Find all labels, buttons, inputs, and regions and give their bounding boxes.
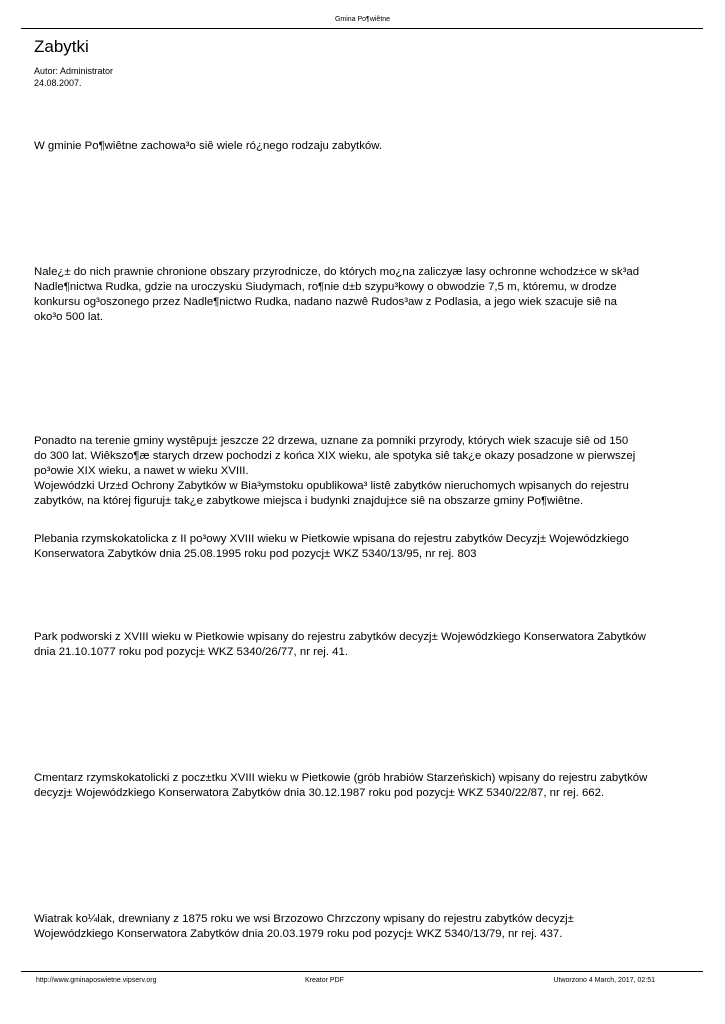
paragraph-intro: W gminie Po¶wiêtne zachowa³o siê wiele ró¿nego rodzaju zabytków.	[34, 140, 383, 152]
footer-url[interactable]: http://www.gminaposwietne.vipserv.org	[36, 977, 157, 984]
paragraph-nature-monuments: Ponadto na terenie gminy wystêpuj± jeszcze 22 drzewa, uznane za pomniki przyrody, których wiek szacuje siê od 150 do 300 lat. Wiêkszo¶æ starych drzew pochodzi z końca XIX wieku, ale spotyka siê tak¿e okazy posadzone w pierwszej po³owie XIX wieku, a nawet w wieku XVIII. Wojewódzki Urz±d Ochrony Zabytków w Bia³ymstoku opublikowa³ listê zabytków nieruchomych wpisanych do rejestru zabytków, na której figuruj± tak¿e zabytkowe miejsca i budynki znajduj±ce siê na obszarze gminy Po¶wiêtne.	[34, 435, 636, 507]
page-title: Zabytki	[34, 37, 89, 56]
article-date: 24.08.2007.	[34, 78, 82, 88]
article-author: Autor: Administrator	[34, 66, 114, 76]
footer-created-date: Utworzono 4 March, 2017, 02:51	[553, 977, 655, 984]
footer-generator: Kreator PDF	[305, 977, 344, 984]
paragraph-rectory: Plebania rzymskokatolicka z II po³owy XVIII wieku w Pietkowie wpisana do rejestru zabytków Decyzj± Wojewódzkiego Konserwatora Zabytków dnia 25.08.1995 roku pod pozycj± WKZ 5340/13/95, nr rej. 803	[34, 533, 629, 560]
page-header: Gmina Po¶wiêtne	[334, 16, 391, 23]
paragraph-park: Park podworski z XVIII wieku w Pietkowie wpisany do rejestru zabytków decyzj± Wojewódzkiego Konserwatora Zabytków dnia 21.10.1077 roku pod pozycj± WKZ 5340/26/77, nr rej. 41.	[34, 631, 646, 658]
paragraph-windmill: Wiatrak ko¼lak, drewniany z 1875 roku we wsi Brzozowo Chrzczony wpisany do rejestru zabytków decyzj± Wojewódzkiego Konserwatora Zabytków dnia 20.03.1979 roku pod pozycj± WKZ 5340/13/79, nr rej. 437.	[34, 913, 574, 940]
paragraph-cemetery: Cmentarz rzymskokatolicki z pocz±tku XVIII wieku w Pietkowie (grób hrabiów Starzeńskich) wpisany do rejestru zabytków decyzj± Wojewódzkiego Konserwatora Zabytków dnia 30.12.1987 roku pod pozycj± WKZ 5340/22/87, nr rej. 662.	[34, 772, 648, 799]
paragraph-protected-areas: Nale¿± do nich prawnie chronione obszary przyrodnicze, do których mo¿na zaliczyæ lasy ochronne wchodz±ce w sk³ad Nadle¶nictwa Rudka, gdzie na uroczysku Siudymach, ro¶nie d±b szypu³kowy o obwodzie 7,5 m, któremu, w drodze konkursu og³oszonego przez Nadle¶nictwo Rudka, nadano nazwê Rudos³aw z Podlasia, a jego wiek szacuje siê na oko³o 500 lat.	[34, 266, 640, 323]
footer-divider	[21, 971, 703, 972]
header-divider	[21, 28, 703, 29]
